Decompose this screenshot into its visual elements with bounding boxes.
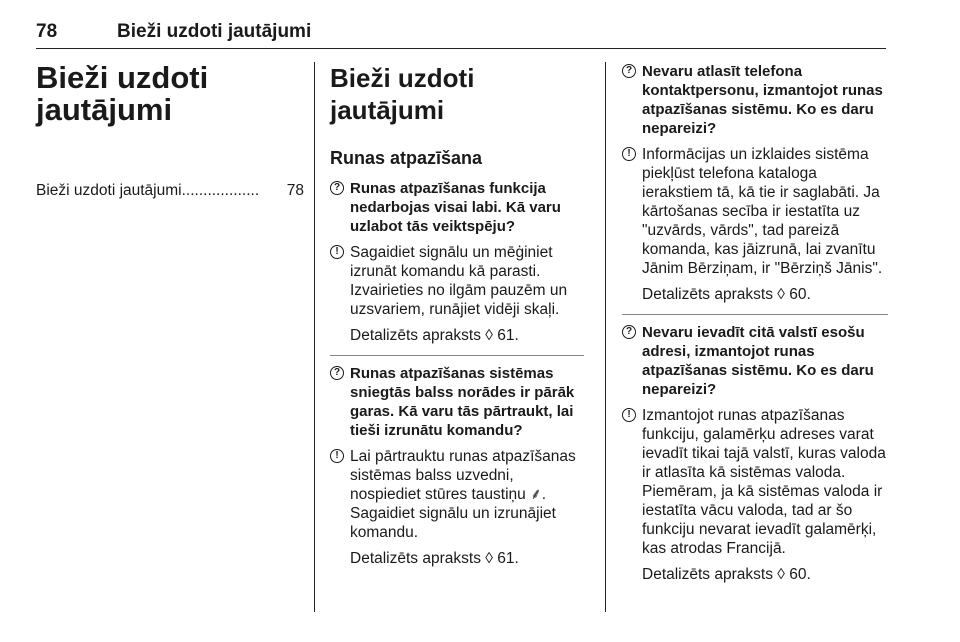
toc-label: Bieži uzdoti jautājumi [36, 182, 182, 199]
question [330, 179, 584, 236]
answer [330, 447, 584, 542]
question-icon: ? [622, 325, 636, 339]
toc-leader: .................. [181, 182, 260, 199]
cross-reference[interactable]: Detalizēts apraksts ◊ 60. [642, 566, 811, 583]
question-icon: ? [622, 64, 636, 78]
content-column-2 [330, 62, 584, 578]
question [622, 62, 888, 138]
question-icon: ? [330, 181, 344, 195]
exclamation-icon: ! [622, 408, 636, 422]
exclamation-icon: ! [330, 449, 344, 463]
answer [330, 243, 584, 319]
question [330, 364, 584, 440]
cross-reference[interactable]: Detalizēts apraksts ◊ 61. [350, 327, 519, 344]
column-divider [314, 62, 315, 612]
answer [622, 145, 888, 278]
divider [330, 355, 584, 356]
page-header [36, 21, 886, 49]
toc-page-number: 78 [286, 182, 304, 199]
answer-text: Izmantojot runas atpazīšanas funkciju, galamērķu adreses varat ievadīt tikai tajā valstī, kuras valoda ir atlasīta kā sistēmas valoda. Piemēram, ja kā sistēmas valoda ir iestatīta vācu valoda, tad ar šo funkciju nevarat ievadīt galamērķi, kas atrodas Francijā. [642, 407, 886, 557]
question-text: Runas atpazīšanas sistēmas sniegtās balss norādes ir pārāk garas. Kā varu tās pārtraukt, lai tieši izrunātu komandu? [350, 365, 575, 439]
question [622, 323, 888, 399]
exclamation-icon: ! [330, 245, 344, 259]
column-divider [605, 62, 606, 612]
answer-text: Informācijas un izklaides sistēma piekļūst telefona kataloga ierakstiem tā, kā tie ir saglabāti. Ja kārtošanas secība ir iestatīta uz "uzvārds, vārds", tad pareizā komanda, kas jāizrunā, lai zvanītu Jānim Bērziņam, ir "Bērziņš Jānis". [642, 146, 883, 277]
question-text: Runas atpazīšanas funkcija nedarbojas visai labi. Kā varu uzlabot tās veiktspēju? [350, 180, 561, 235]
section-title: Bieži uzdoti jautājumi [330, 63, 475, 125]
chapter-title: Bieži uzdoti jautājumi [36, 60, 209, 127]
toc-entry[interactable] [36, 182, 304, 200]
question-icon: ? [330, 366, 344, 380]
exclamation-icon: ! [622, 147, 636, 161]
page-number: 78 [36, 21, 58, 42]
divider [622, 314, 888, 315]
question-text: Nevaru atlasīt telefona kontaktpersonu, izmantojot runas atpazīšanas sistēmu. Ko es daru nepareizi? [642, 63, 883, 137]
answer [622, 406, 888, 558]
question-text: Nevaru ievadīt citā valstī esošu adresi, izmantojot runas atpazīšanas sistēmu. Ko es daru nepareizi? [642, 324, 874, 398]
chapter-column [36, 62, 304, 200]
running-title: Bieži uzdoti jautājumi [117, 21, 312, 42]
cross-reference[interactable]: Detalizēts apraksts ◊ 61. [350, 550, 519, 567]
answer-text: Lai pārtrauktu runas atpazīšanas sistēmas balss uzvedni, nospiediet stūres taustiņu ⸙. Sagaidiet signālu un izrunājiet komandu. [350, 448, 576, 541]
cross-reference[interactable]: Detalizēts apraksts ◊ 60. [642, 286, 811, 303]
answer-text: Sagaidiet signālu un mēģiniet izrunāt komandu kā parasti. Izvairieties no ilgām pauzēm un uzsvariem, runājiet vidēji skaļi. [350, 244, 568, 318]
content-column-3 [622, 62, 888, 594]
subsection-title: Runas atpazīšana [330, 148, 483, 168]
header-rule [36, 48, 886, 49]
